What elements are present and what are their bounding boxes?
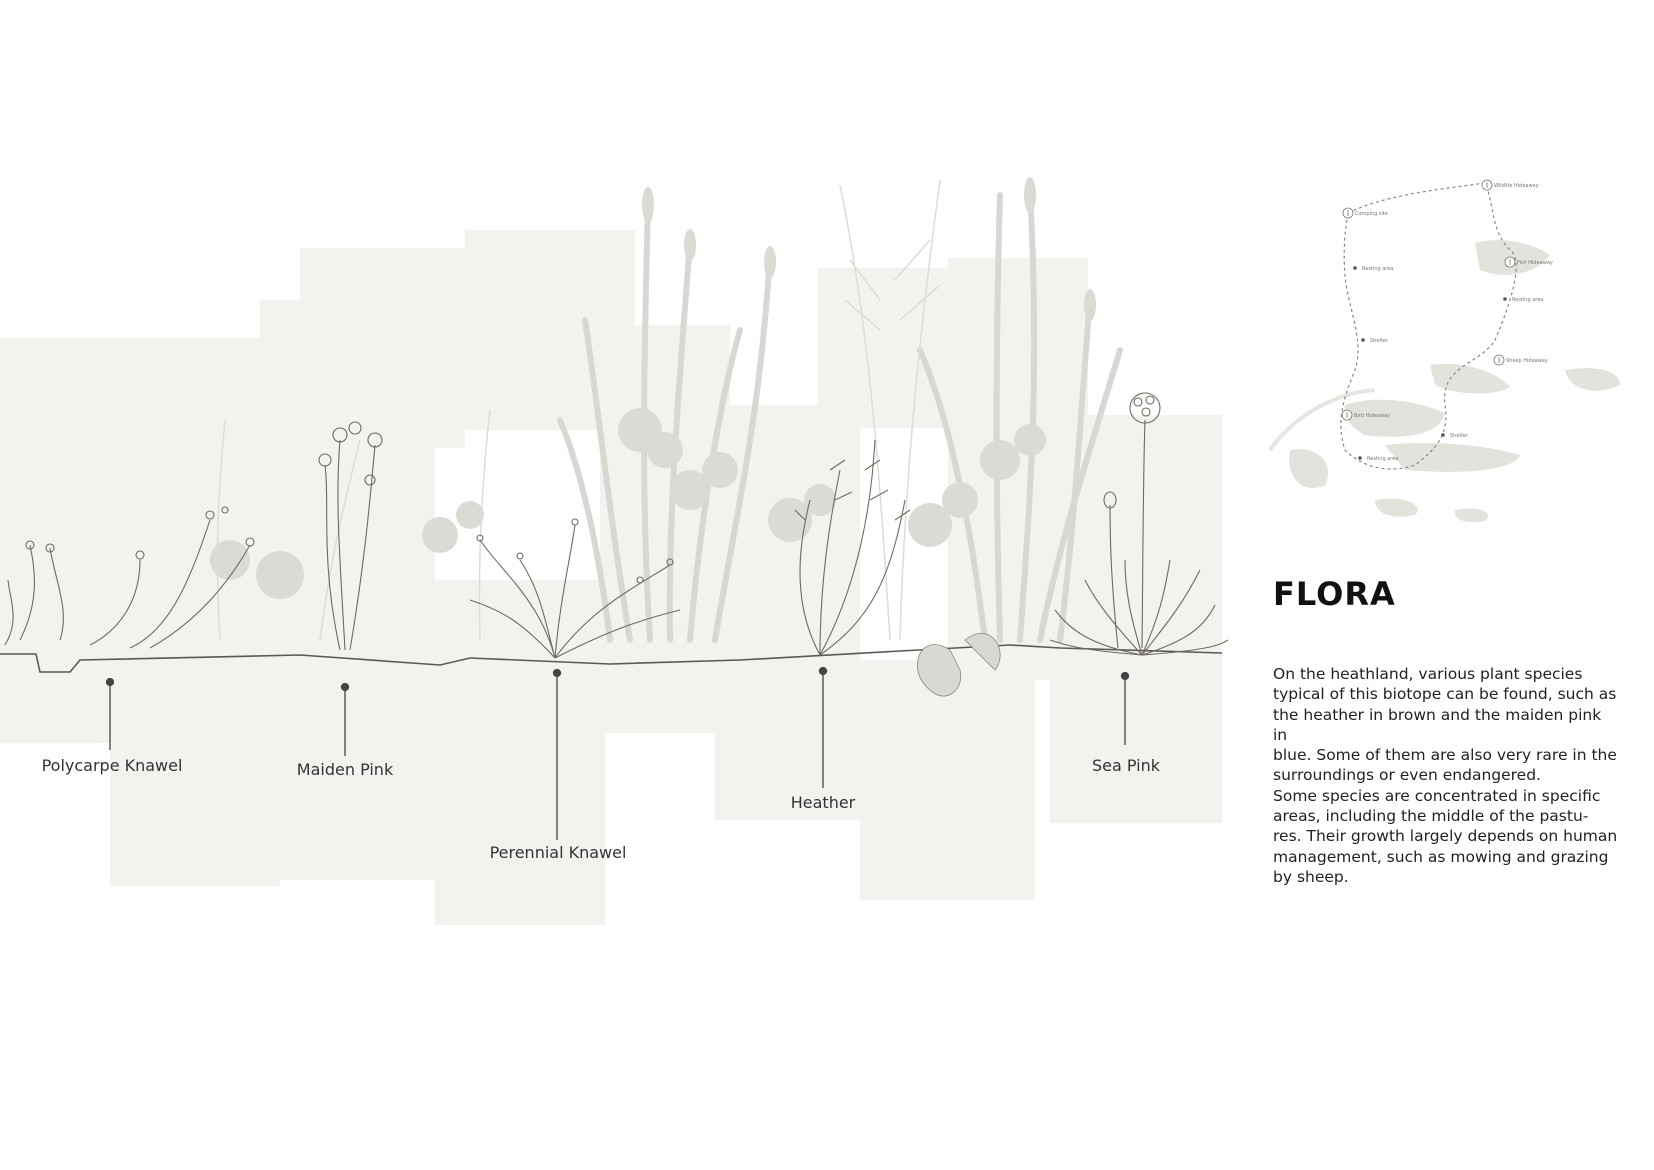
section-title: FLORA [1273,575,1396,613]
plant-label-heather: Heather [790,793,856,812]
map-place-label: Resting area [1362,266,1394,272]
map-place-label: Resting area [1367,456,1399,462]
map-place-label: Bird Hideaway [1354,413,1391,419]
paragraph-line: typical of this biotope can be found, such as [1273,685,1617,704]
map-patch [1289,449,1328,488]
panel [300,248,465,448]
paragraph-line: blue. Some of them are also very rare in the [1273,746,1617,765]
map-marker [1441,433,1469,439]
plant-label-polycarpe-knawel: Polycarpe Knawel [41,756,183,775]
paragraph-line: surroundings or even endangered. [1273,766,1541,785]
paragraph-line: res. Their growth largely depends on human [1273,827,1618,846]
paragraph-line: On the heathland, various plant species [1273,665,1583,683]
paragraph-line: Some species are concentrated in specific [1273,786,1601,805]
paragraph-line: management, such as mowing and grazing [1273,847,1609,866]
site-map [1265,165,1625,525]
map-marker [1353,266,1393,272]
map-patch [1430,364,1510,394]
panel [110,338,280,886]
map-place-label: Camping site [1355,211,1388,217]
background-panels [0,230,1222,925]
map-marker [1482,180,1539,190]
paragraph-line: the heather in brown and the maiden pink in [1273,705,1602,744]
plant-label-sea-pink: Sea Pink [1091,756,1161,775]
map-marker [1503,297,1543,303]
map-place-label: Shelter [1450,433,1468,439]
map-place-label: Wildlife Hideaway [1494,183,1539,189]
map-marker [1343,208,1388,218]
panel [600,325,730,733]
paragraph-line: areas, including the middle of the pastu- [1273,807,1589,826]
panel [818,268,948,428]
map-marker [1361,338,1389,344]
panel [860,660,1035,900]
map-patch [1375,499,1418,517]
map-place-label: Resting area [1512,297,1544,303]
panel [435,580,605,925]
plant-label-maiden-pink: Maiden Pink [296,760,394,779]
plant-label-perennial-knawel: Perennial Knawel [489,843,627,862]
map-marker [1358,456,1398,462]
map-patch [1565,368,1620,391]
map-place-label: Fish Hideaway [1517,260,1553,266]
panel [0,338,122,743]
map-marker [1494,355,1548,365]
map-patch [1455,508,1488,522]
map-place-label: Sheep Hideaway [1506,358,1548,364]
map-land-patches [1289,240,1620,522]
map-place-label: Shelter [1370,338,1388,344]
paragraph-line: by sheep. [1273,867,1349,886]
section-description [1273,664,1618,887]
